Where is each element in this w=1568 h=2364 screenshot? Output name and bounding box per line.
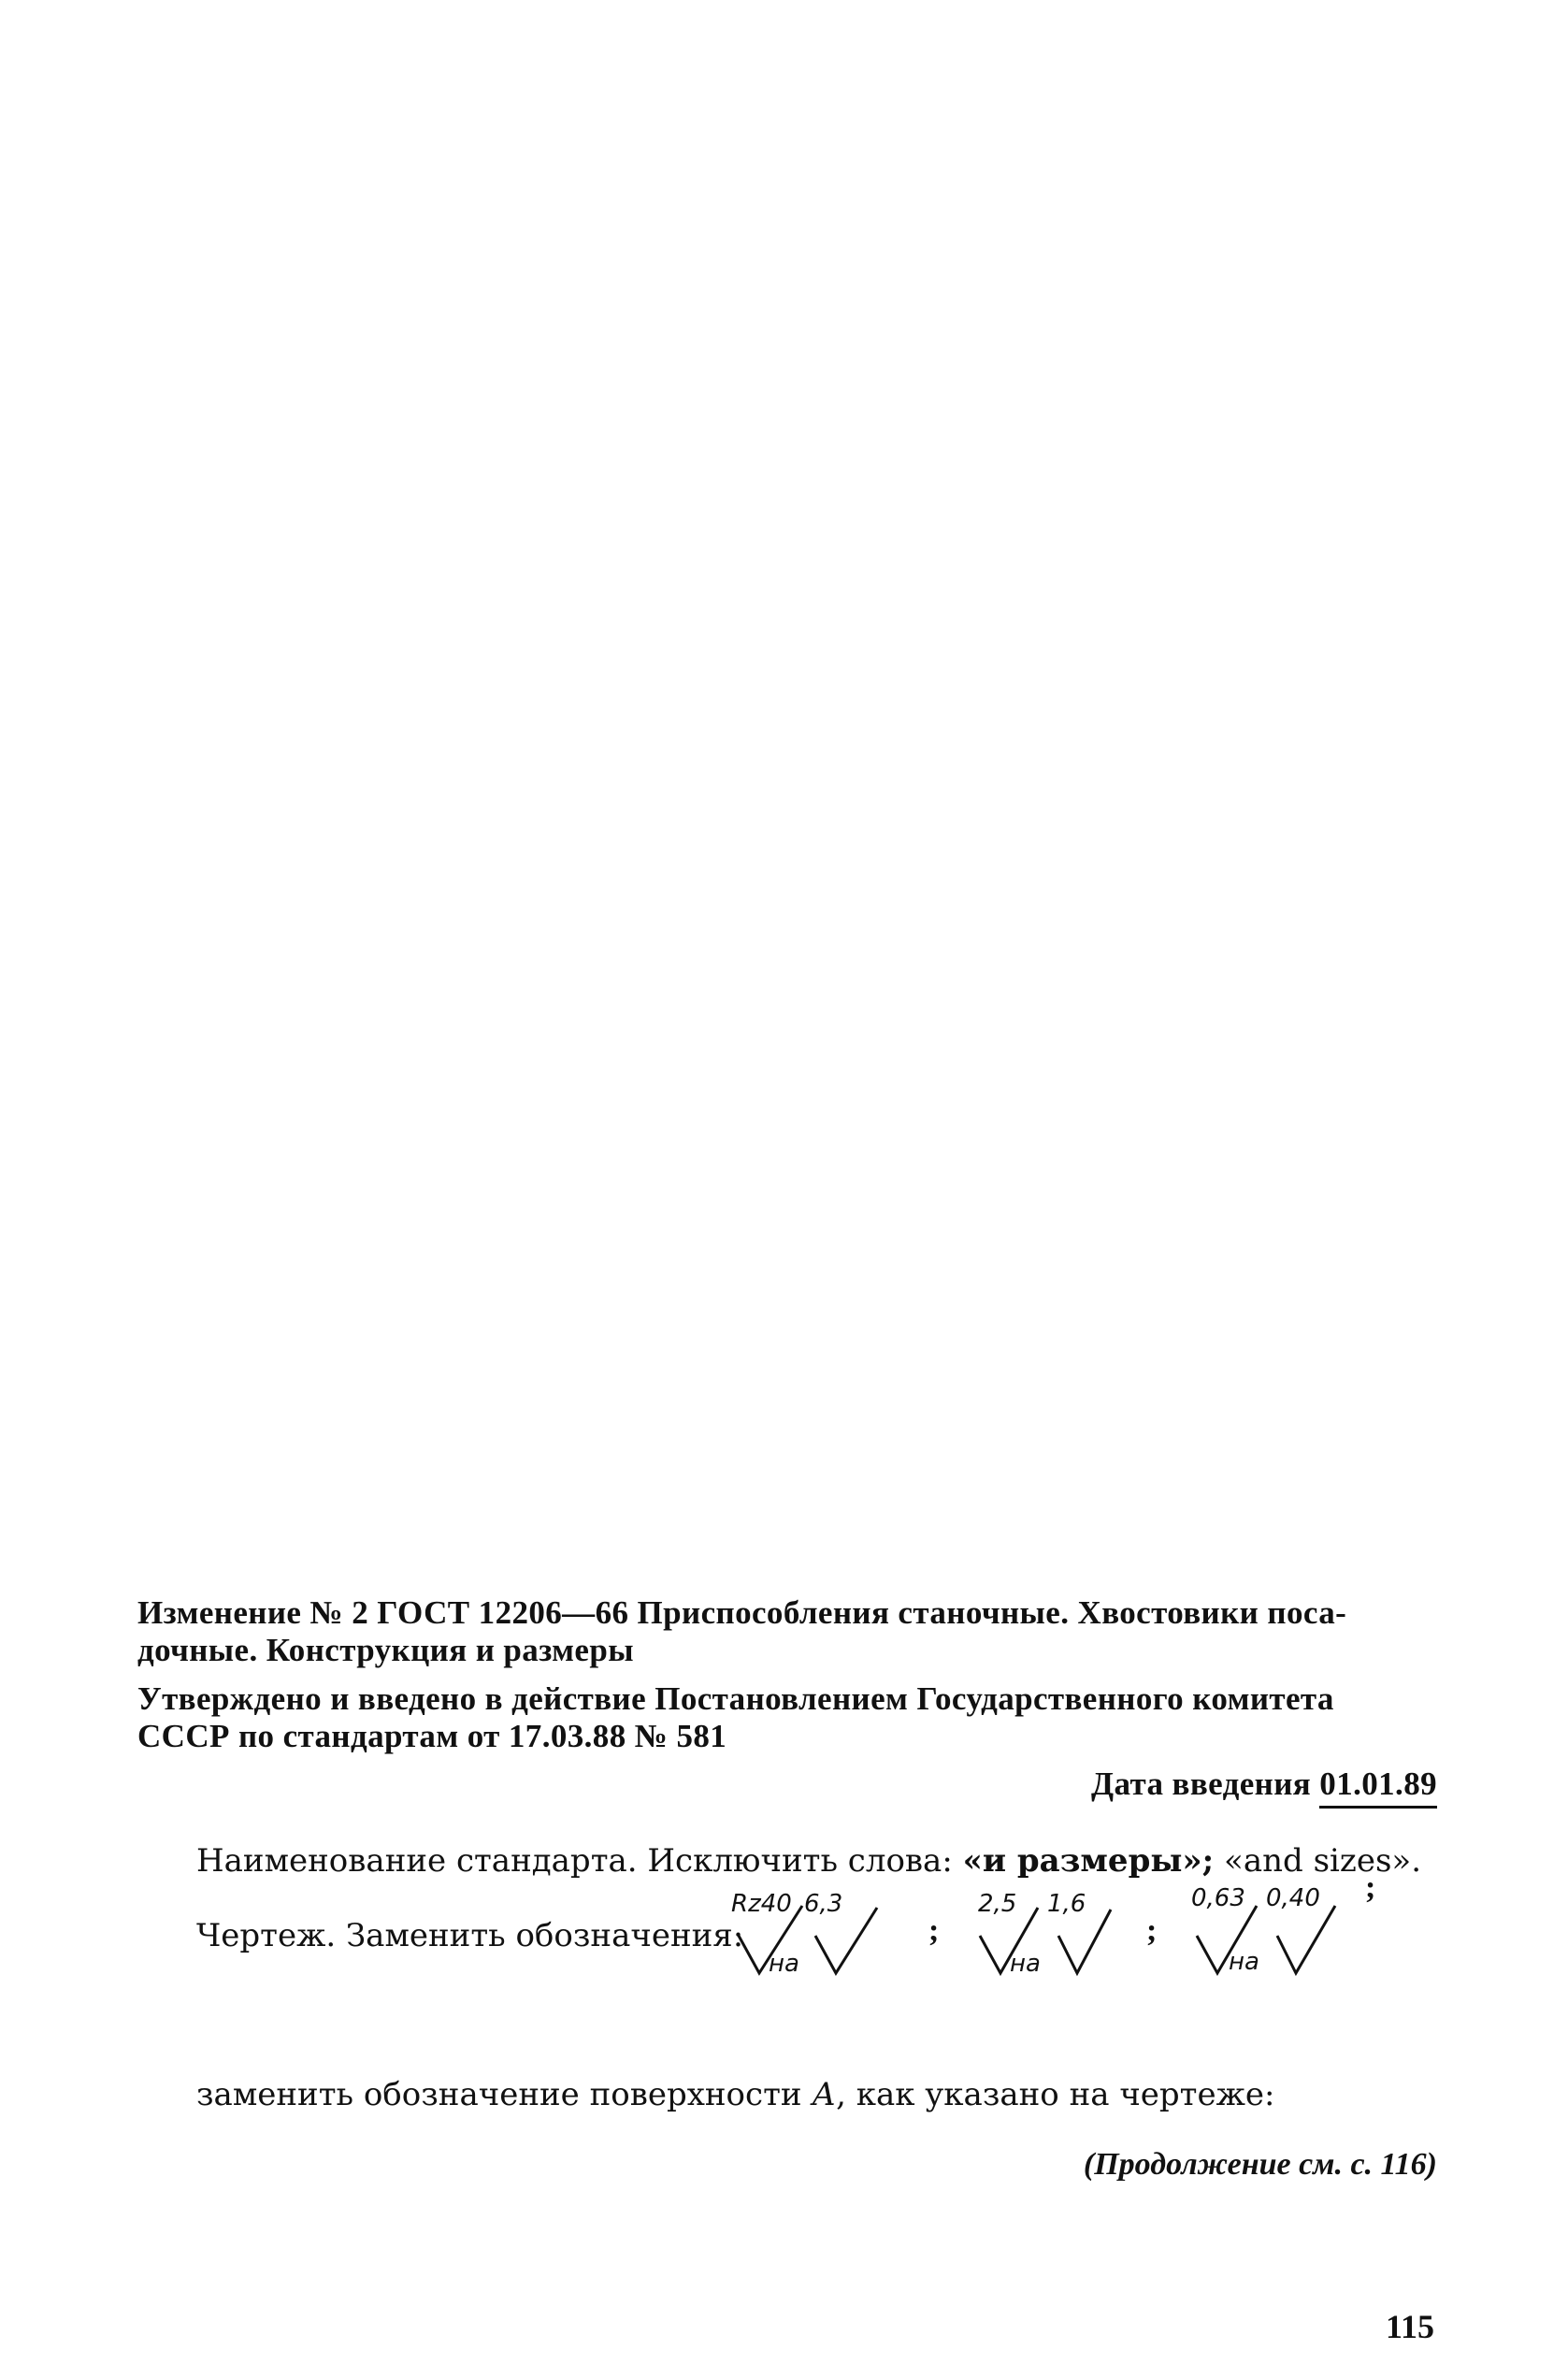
paragraph-surface-change — [196, 2076, 1274, 2113]
paragraph-drawing-change: Чертеж. Заменить обозначения: — [196, 1917, 744, 1954]
approval-line1: Утверждено и введено в действие Постановлением Государственного комитета — [137, 1680, 1334, 1717]
symbol-joiner: на — [1010, 1950, 1041, 1978]
symbol-joiner: на — [769, 1950, 799, 1978]
symbol-from: Rz40 — [731, 1890, 792, 1918]
effective-date-value: 01.01.89 — [1319, 1766, 1437, 1809]
symbol-from: 2,5 — [978, 1890, 1017, 1918]
effective-date-label: Дата введения — [1091, 1766, 1312, 1802]
roughness-symbol-icon — [972, 1878, 1159, 1981]
page-number: 115 — [1385, 2308, 1434, 2345]
p3-variable: А — [812, 2076, 837, 2113]
symbol-joiner: на — [1229, 1948, 1259, 1976]
effective-date — [1091, 1766, 1437, 1803]
roughness-symbol-icon — [729, 1878, 916, 1981]
roughness-symbol-group-2 — [972, 1878, 1159, 1985]
separator-3: ; — [1365, 1870, 1376, 1905]
header-title-line1: Изменение № 2 ГОСТ 12206—66 Приспособления станочные. Хвостовики поса- — [137, 1594, 1347, 1631]
symbol-to: 1,6 — [1047, 1890, 1086, 1918]
symbol-from: 0,63 — [1191, 1884, 1245, 1912]
roughness-symbol-group-3 — [1187, 1878, 1393, 1985]
roughness-symbol-icon — [1187, 1878, 1393, 1981]
p3-suffix: , как указано на чертеже: — [836, 2076, 1275, 2113]
separator-1: ; — [928, 1913, 940, 1948]
separator-2: ; — [1146, 1913, 1158, 1948]
continuation-note: (Продолжение см. с. 116) — [1083, 2147, 1437, 2182]
roughness-symbol-group-1 — [729, 1878, 916, 1985]
header-title-line2: дочные. Конструкция и размеры — [137, 1632, 634, 1668]
p1-quote-ru: «и размеры»; — [962, 1842, 1215, 1880]
p1-prefix: Наименование стандарта. Исключить слова: — [196, 1842, 953, 1880]
p3-prefix: заменить обозначение поверхности — [196, 2076, 802, 2113]
approval-line2: СССР по стандартам от 17.03.88 № 581 — [137, 1718, 727, 1754]
symbol-to: 6,3 — [804, 1890, 843, 1918]
symbol-to: 0,40 — [1266, 1884, 1320, 1912]
p1-quote-en: «and sizes». — [1224, 1842, 1422, 1880]
paragraph-name-change — [196, 1842, 1421, 1880]
